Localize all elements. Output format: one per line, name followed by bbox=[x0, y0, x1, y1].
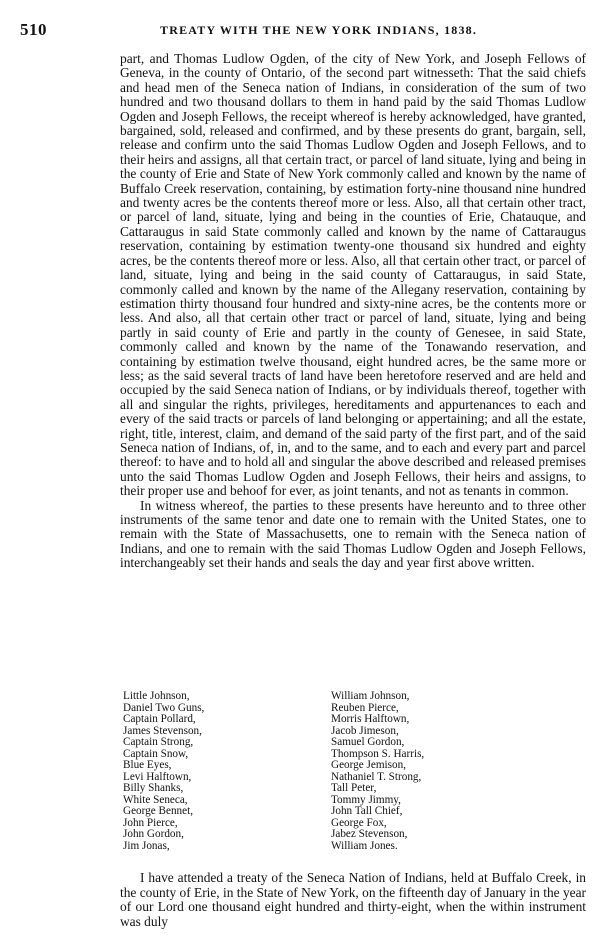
signatory-name: Daniel Two Guns, bbox=[123, 701, 205, 714]
signatory-name: George Jemison, bbox=[331, 759, 406, 771]
signatory-name: Captain Strong, bbox=[123, 736, 194, 748]
signatory-name: George Fox, bbox=[331, 816, 387, 829]
signatory-name: Samuel Gordon, bbox=[331, 736, 405, 748]
signatory-name: William Jones. bbox=[331, 839, 398, 852]
signatory-name: Jabez Stevenson, bbox=[331, 828, 408, 840]
signatory-name: William Johnson, bbox=[331, 690, 410, 702]
signatory-name: Jacob Jimeson, bbox=[331, 724, 399, 737]
signatory-name: John Tall Chief, bbox=[331, 805, 403, 817]
running-head: TREATY WITH THE NEW YORK INDIANS, 1838. bbox=[160, 23, 478, 37]
treaty-paragraph-witness: In witness whereof, the parties to these presents have hereunto and to three other instruments of the same tenor and date one to remain with the United States, one to remain with the State of Massachusetts, one to remain with the Seneca nation of Indians, and one to remain with the said Thomas Ludlow Ogden and Joseph Fellows, interchangeably set their hands and seals the day and year first above written. bbox=[120, 497, 586, 571]
page-header bbox=[20, 20, 580, 42]
signatory-name: Levi Halftown, bbox=[123, 770, 192, 783]
signatory-name: James Stevenson, bbox=[123, 724, 202, 737]
signatory-name: Tall Peter, bbox=[331, 782, 377, 794]
treaty-paragraph-grant: part, and Thomas Ludlow Ogden, of the city of New York, and Joseph Fellows of Geneva, in the county of Ontario, of the second part witnesseth: That the said chiefs and head men of the Seneca nation of Indians, in consideration of the sum of two hundred and two thousand dollars to them in hand paid by the said Thomas Ludlow Ogden and Joseph Fellows, the receipt whereof is hereby acknowledged, have granted, bargained, sold, released and confirmed, and by these presents do grant, bargain, sell, release and confirm unto the said Thomas Ludlow Ogden and Joseph Fellows, and to their heirs and assigns, all that certain tract, or parcel of land situate, lying and being in the county of Erie and State of New York commonly called and known by the name of Buffalo Creek reservation, containing, by estimation forty-nine thousand nine hundred and twenty acres be the contents thereof more or less. Also, all that certain other tract, or parcel of land, situate, lying and being in the counties of Erie, Chatauque, and Cattaraugus in said State commonly called and known by the name of Cattaraugus reservation, containing by estimation twenty-one thousand six hundred and eighty acres, be the contents thereof more or less. Also, all that certain other tract, or parcel of land, situate, lying and being in the said county of Cattaraugus, in said State, commonly called and known by the name of the Allegany reservation, containing by estimation thirty thousand four hundred and sixty-nine acres, be the contents more or less. And also, all that certain other tract or parcel of land, situate, lying and being partly in said county of Erie and partly in the county of Genesee, in said State, commonly called and known by the name of the Tonawando reservation, and containing by estimation twelve thousand, eight hundred acres, be the same more or less; as the said several tracts of land have been heretofore reserved and are held and occupied by the said Seneca nation of Indians, or by individuals thereof, together with all and singular the rights, privileges, hereditaments and appurtenances to each and every of the said tracts or parcels of land belonging or appertaining; and all the estate, right, title, interest, claim, and demand of the said party of the first part, and of the said Seneca nation of Indians, of, in, and to the same, and to each and every part and parcel thereof: to have and to hold all and singular the above described and released premises unto the said Thomas Ludlow Ogden and Joseph Fellows, their heirs and assigns, to their proper use and behoof for ever, as joint tenants, and not as tenants in common. bbox=[120, 51, 586, 499]
signatory-name: Morris Halftown, bbox=[331, 713, 410, 725]
signatory-name: Little Johnson, bbox=[123, 690, 190, 702]
treaty-body bbox=[120, 52, 586, 571]
signatory-name: Thompson S. Harris, bbox=[331, 747, 425, 760]
signatory-name: John Gordon, bbox=[123, 828, 184, 840]
signatory-name: Billy Shanks, bbox=[123, 782, 184, 794]
signatory-name: John Pierce, bbox=[123, 816, 178, 829]
signatory-name: Reuben Pierce, bbox=[331, 701, 399, 714]
signatory-name: Nathaniel T. Strong, bbox=[331, 770, 422, 783]
signatory-name: Captain Snow, bbox=[123, 747, 189, 760]
signature-column-right bbox=[331, 691, 424, 852]
signatory-name: Jim Jonas, bbox=[123, 839, 170, 852]
attestation-paragraph: I have attended a treaty of the Seneca Nation of Indians, held at Buffalo Creek, in the county of Erie, in the State of New York, on the fifteenth day of January in the year of our Lord one thousand eight hundred and thirty-eight, when the within instrument was duly bbox=[120, 870, 586, 929]
signature-column-left bbox=[123, 691, 204, 852]
signatory-name: George Bennet, bbox=[123, 805, 194, 817]
signatory-name: Captain Pollard, bbox=[123, 713, 196, 725]
signatory-name: Blue Eyes, bbox=[123, 759, 172, 771]
signatory-name: Tommy Jimmy, bbox=[331, 793, 401, 806]
page-number: 510 bbox=[20, 20, 47, 39]
signatory-name: White Seneca, bbox=[123, 793, 188, 806]
